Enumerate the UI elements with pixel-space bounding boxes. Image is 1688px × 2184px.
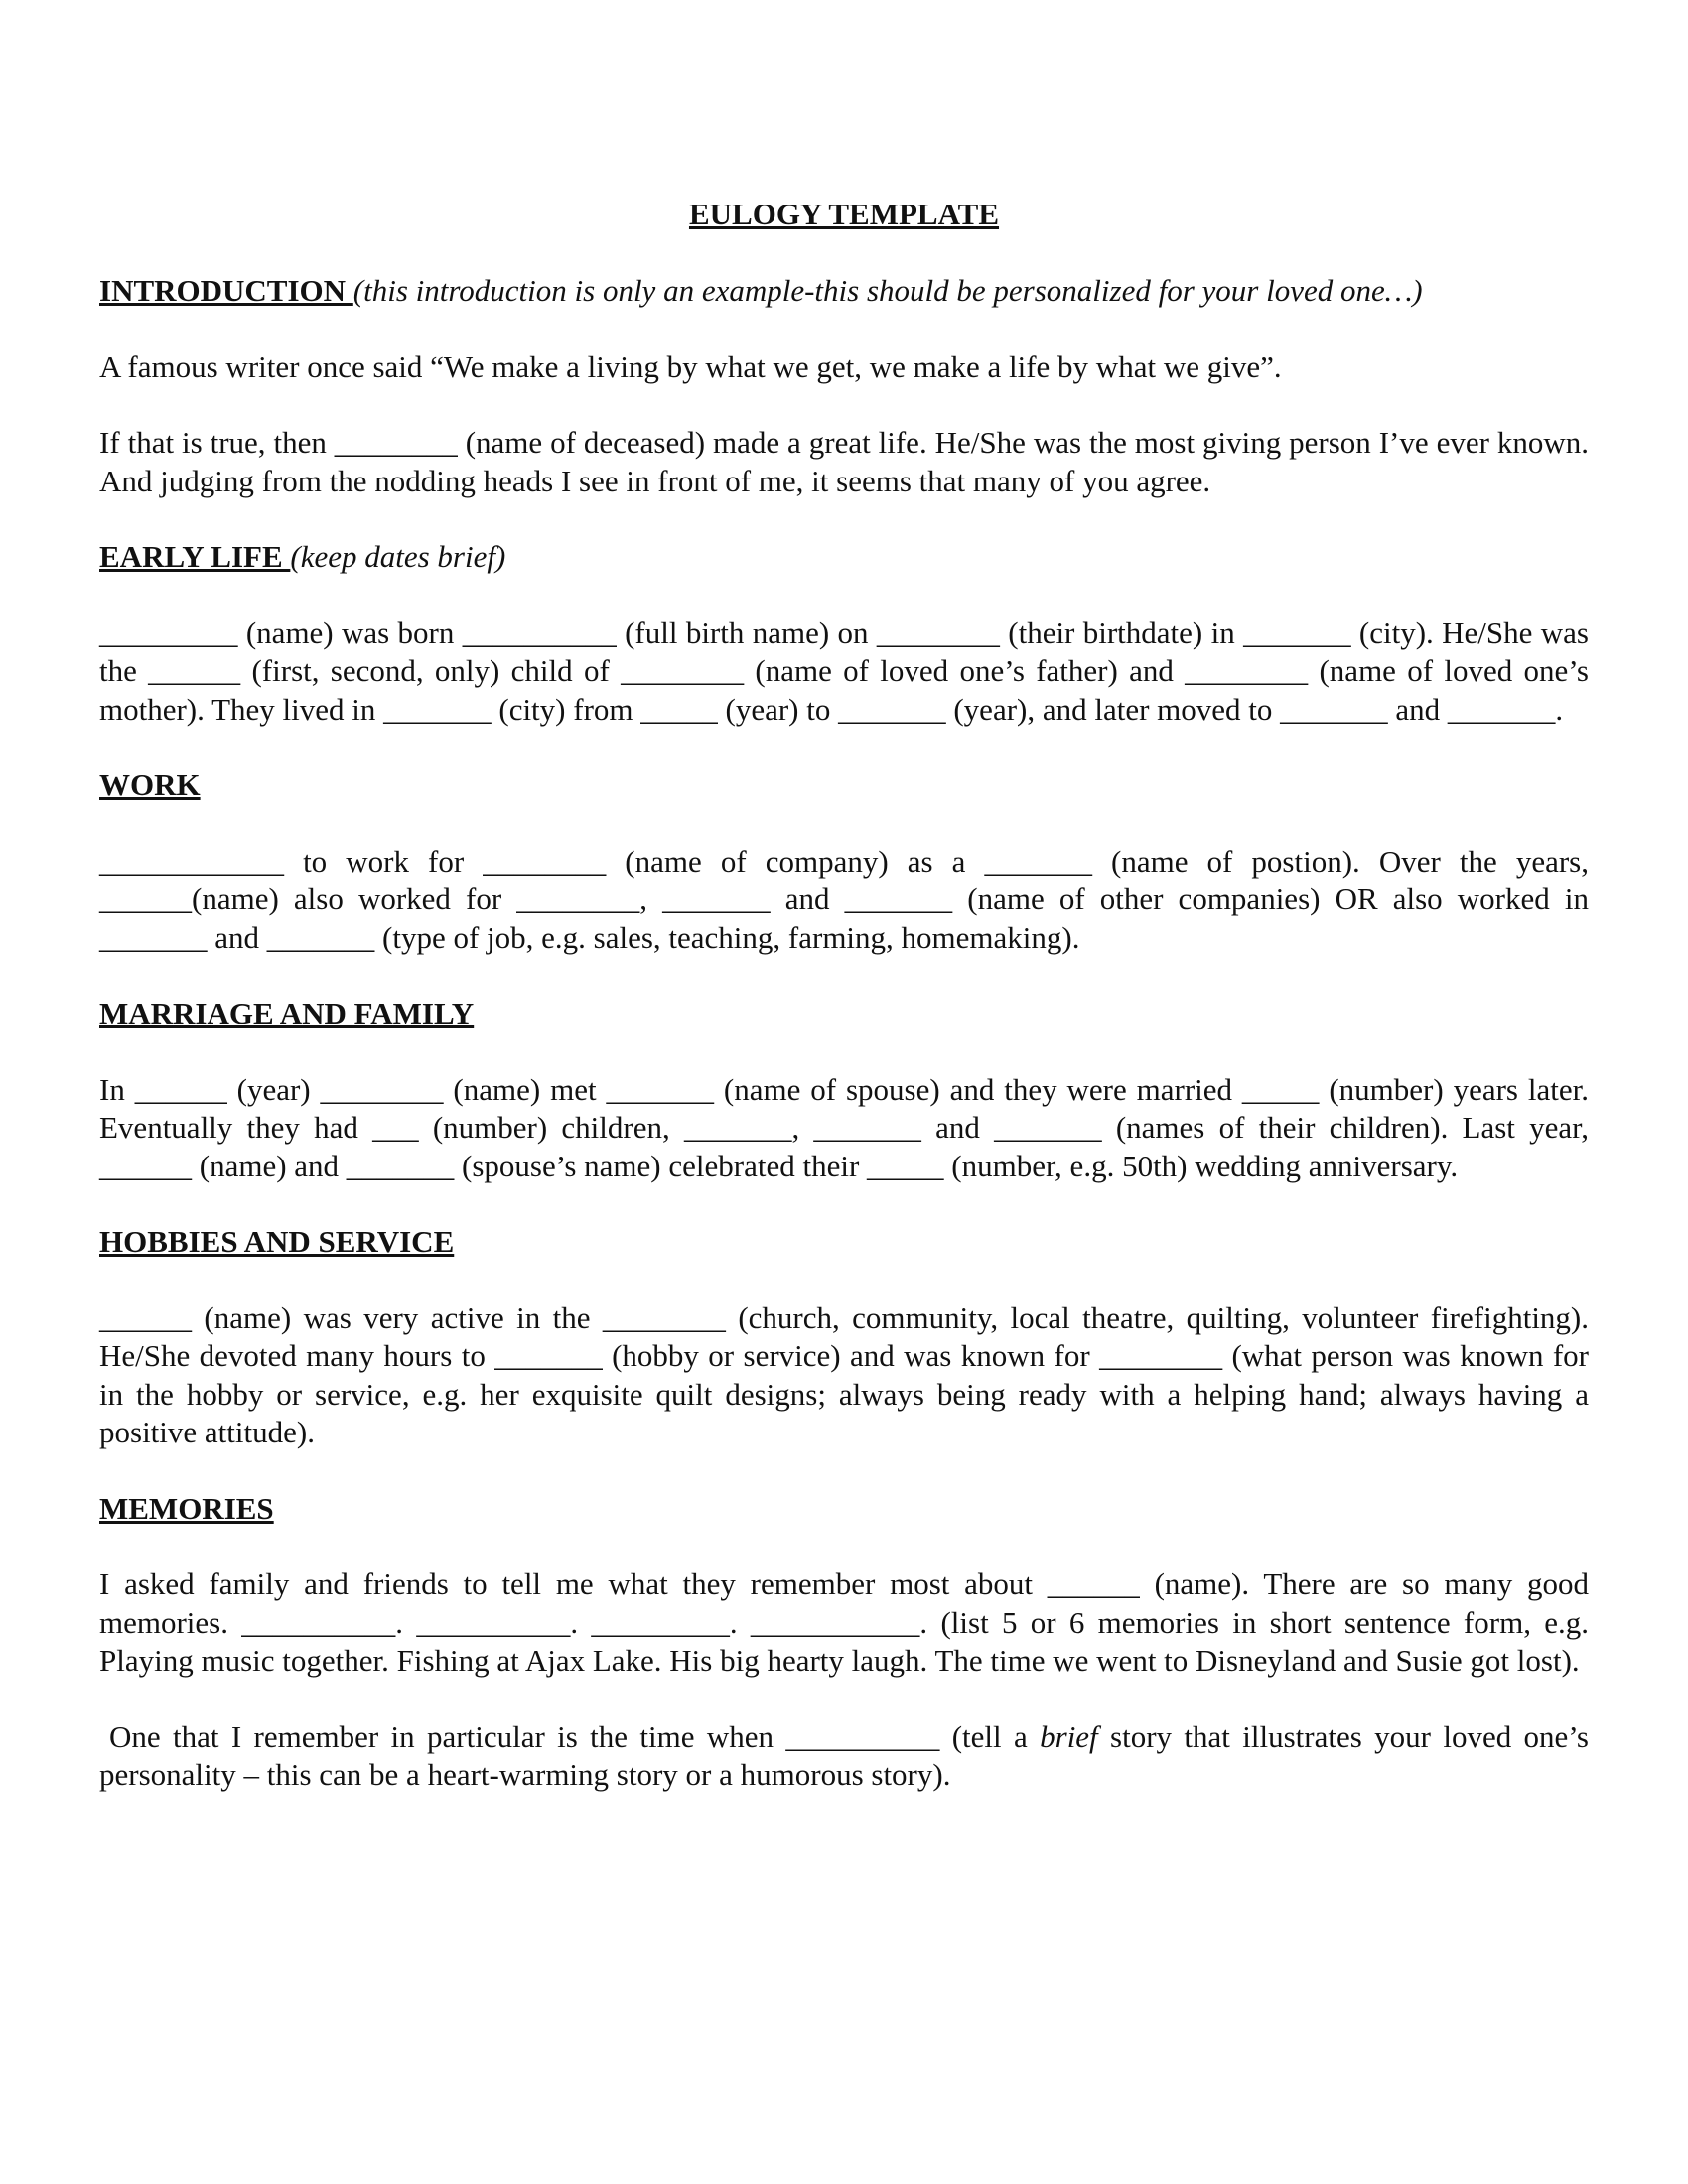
hobbies-heading: HOBBIES AND SERVICE (99, 1224, 455, 1259)
early-life-note: (keep dates brief) (290, 539, 506, 574)
marriage-heading: MARRIAGE AND FAMILY (99, 996, 475, 1030)
document-page (99, 195, 1589, 1833)
memories-story-text-b: story that illustrates your loved one’s personality – this can be a heart-warming story or a humorous story). (99, 1718, 1589, 1792)
hobbies-heading-line (99, 1223, 1589, 1262)
document-title: EULOGY TEMPLATE (688, 197, 1000, 231)
early-life-heading-line (99, 538, 1589, 577)
hobbies-paragraph: ______ (name) was very active in the ________ (church, community, local theatre, quilting, volunteer firefighting). He/She devoted many hours to _______ (hobby or service) and was known for ________ (what person was known for in the hobby or service, e.g. her exquisite quilt designs; always being ready with a helping hand; always having a positive attitude). (99, 1299, 1589, 1449)
memories-heading-line (99, 1490, 1589, 1529)
introduction-heading: INTRODUCTION (99, 273, 353, 308)
introduction-quote-paragraph: A famous writer once said “We make a living by what we get, we make a life by what we give”. (99, 348, 1282, 384)
early-life-paragraph: _________ (name) was born __________ (full birth name) on ________ (their birthdate) in _______ (city). He/She was the ______ (first, second, only) child of ________ (name of loved one’s father) and ________ (name of loved one’s mother). They lived in _______ (city) from _____ (year) to _______ (year), and later moved to _______ and _______. (99, 614, 1589, 727)
marriage-heading-line (99, 995, 1589, 1033)
early-life-heading: EARLY LIFE (99, 539, 291, 574)
introduction-paragraph: If that is true, then ________ (name of deceased) made a great life. He/She was the most giving person I’ve ever known. And judging from the nodding heads I see in front of me, it seems that many of you agree. (99, 425, 1589, 498)
memories-paragraph: I asked family and friends to tell me what they remember most about ______ (name). There are so many good memories. __________. __________. _________. ___________. (list 5 or 6 memories in short sentence form, e.g. Playing music together. Fishing at Ajax Lake. His big hearty laugh. The time we went to Disneyland and Susie got lost). (99, 1567, 1589, 1678)
work-paragraph: ____________ to work for ________ (name of company) as a _______ (name of postion). Over the years, ______(name) also worked for ________, _______ and _______ (name of other companies) OR also worked in _______ and _______ (type of job, e.g. sales, teaching, farming, homemaking). (99, 843, 1589, 955)
marriage-paragraph: In ______ (year) ________ (name) met _______ (name of spouse) and they were married _____ (number) years later. Eventually they had ___ (number) children, _______, _______ and _______ (names of their children). Last year, ______ (name) and _______ (spouse’s name) celebrated their _____ (number, e.g. 50th) wedding anniversary. (99, 1071, 1589, 1183)
work-heading: WORK (99, 767, 201, 802)
memories-heading: MEMORIES (99, 1490, 274, 1526)
memories-story-emphasis: brief (1040, 1718, 1098, 1754)
introduction-note: (this introduction is only an example-this should be personalized for your loved one…) (352, 273, 1423, 308)
work-heading-line (99, 766, 1589, 805)
memories-story-paragraph (99, 1718, 1589, 1795)
memories-story-text-a: One that I remember in particular is the time when __________ (tell a (109, 1718, 1041, 1754)
introduction-heading-line (99, 272, 1589, 311)
